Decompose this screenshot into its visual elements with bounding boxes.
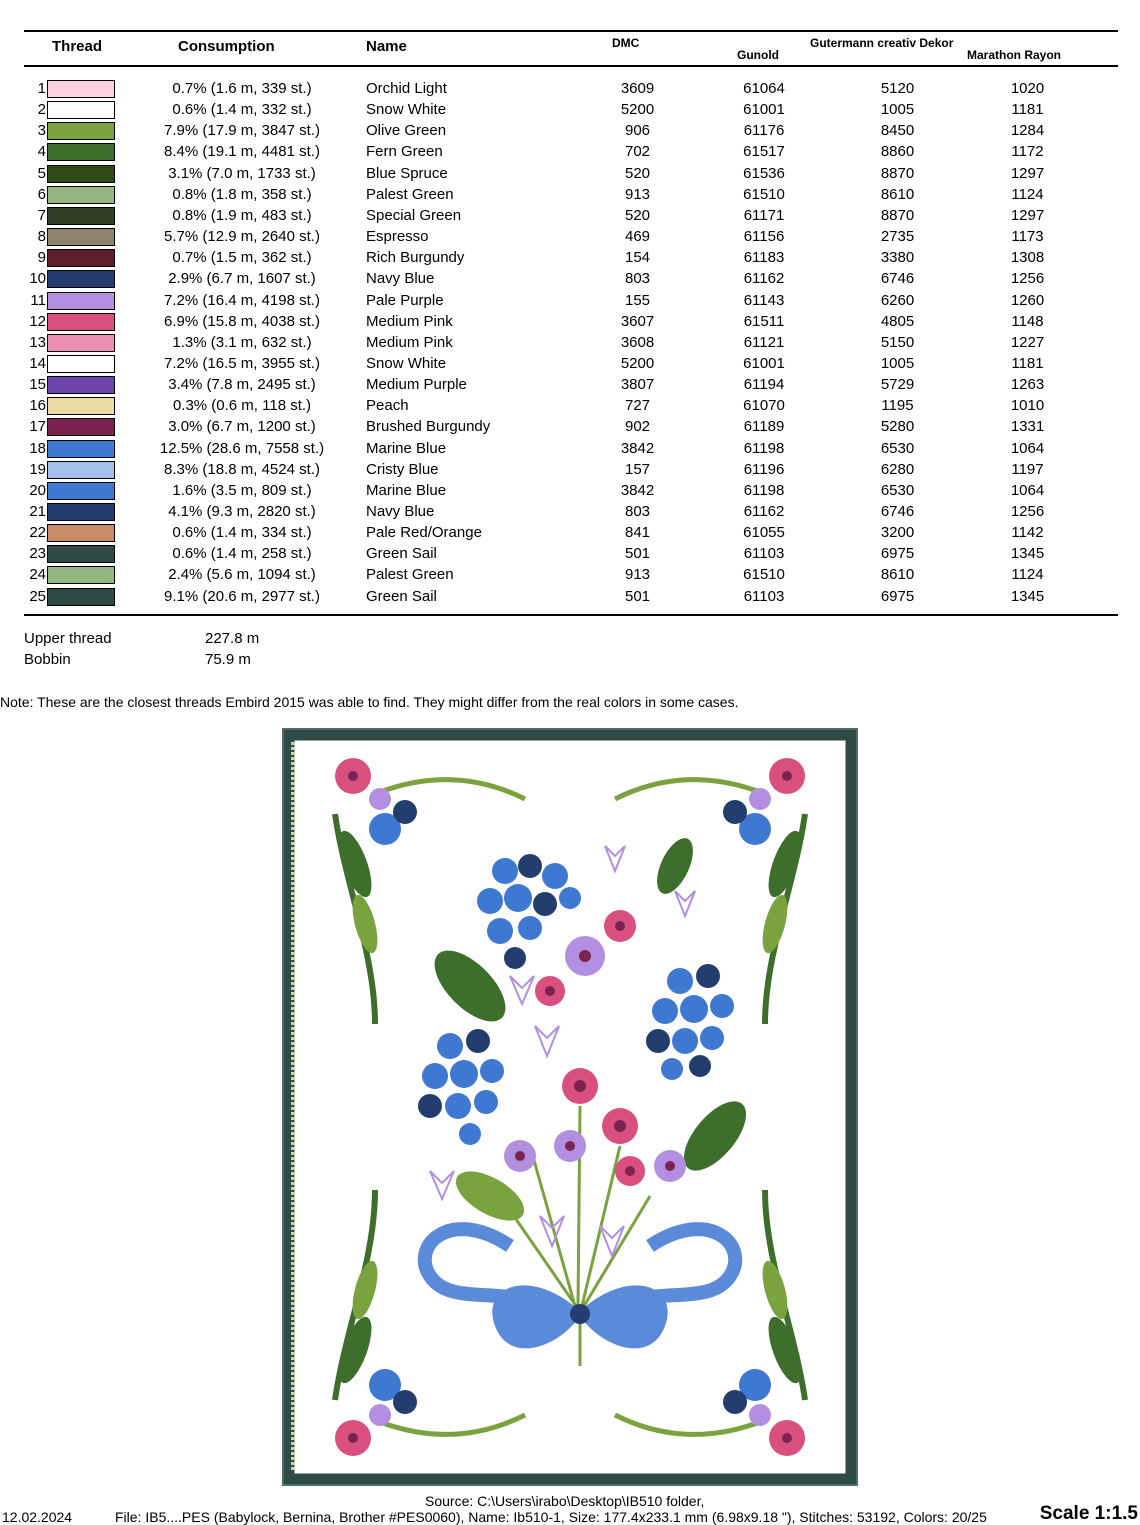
thread-dmc: 3609 — [620, 80, 655, 97]
thread-color-swatch — [47, 461, 115, 479]
thread-dmc: 155 — [624, 291, 651, 309]
thread-gunold: 61517 — [743, 143, 785, 161]
flower-petal — [749, 1404, 771, 1426]
thread-color-swatch — [47, 101, 115, 119]
thread-dmc: 902 — [624, 418, 651, 436]
header-name: Name — [366, 38, 407, 55]
thread-number: 4 — [37, 143, 46, 161]
thread-gutermann: 8610 — [880, 566, 915, 584]
thread-name: Orchid Light — [366, 80, 447, 97]
thread-number: 19 — [29, 460, 46, 478]
thread-row — [0, 438, 1140, 459]
thread-color-swatch — [47, 165, 115, 183]
thread-name: Peach — [366, 397, 409, 415]
thread-gutermann: 3200 — [880, 524, 915, 542]
thread-color-swatch — [47, 334, 115, 352]
thread-gunold: 61194 — [743, 376, 785, 394]
berry-cluster — [723, 1390, 747, 1414]
thread-consumption: 1.3% (3.1 m, 632 st.) — [172, 333, 312, 351]
thread-name: Green Sail — [366, 545, 437, 563]
header-marathon: Marathon Rayon — [967, 48, 1062, 62]
thread-gunold: 61198 — [743, 439, 785, 457]
thread-marathon: 1064 — [1010, 439, 1045, 457]
thread-color-swatch — [47, 249, 115, 267]
thread-gutermann: 1005 — [880, 101, 915, 119]
thread-gutermann: 6530 — [880, 439, 915, 457]
flower-center — [782, 771, 792, 781]
thread-consumption: 7.2% (16.5 m, 3955 st.) — [164, 354, 320, 372]
thread-dmc: 520 — [624, 206, 651, 224]
thread-gutermann: 8610 — [880, 185, 915, 203]
thread-number: 10 — [29, 270, 46, 288]
thread-dmc: 469 — [624, 228, 651, 246]
thread-marathon: 1297 — [1010, 164, 1045, 182]
thread-number: 15 — [29, 376, 46, 394]
thread-number: 14 — [29, 354, 46, 372]
thread-gutermann: 6260 — [880, 291, 915, 309]
thread-marathon: 1331 — [1010, 418, 1045, 436]
thread-gunold: 61510 — [743, 566, 785, 584]
flower-petal — [369, 788, 391, 810]
thread-dmc: 501 — [624, 587, 651, 605]
thread-row — [0, 163, 1140, 184]
berry-cluster — [393, 1390, 417, 1414]
thread-name: Navy Blue — [366, 270, 435, 288]
thread-consumption: 8.4% (19.1 m, 4481 st.) — [164, 143, 320, 161]
thread-name: Rich Burgundy — [366, 249, 465, 267]
thread-gunold: 61189 — [743, 418, 785, 436]
thread-row — [0, 459, 1140, 480]
thread-color-swatch — [47, 418, 115, 436]
thread-number: 3 — [37, 122, 46, 140]
thread-gunold: 61162 — [743, 503, 785, 520]
thread-dmc: 803 — [624, 270, 651, 288]
note-text: Note: These are the closest threads Embird 2015 was able to find. They might differ from the real colors in some cases. — [0, 694, 739, 710]
thread-dmc: 727 — [624, 397, 651, 415]
footer-scale: Scale 1:1.5 — [1039, 1503, 1138, 1524]
thread-color-swatch — [47, 80, 115, 98]
thread-gunold: 61070 — [743, 397, 785, 415]
thread-color-swatch — [47, 397, 115, 415]
thread-number: 8 — [37, 228, 46, 246]
thread-color-swatch — [47, 566, 115, 584]
thread-gutermann: 4805 — [880, 312, 915, 330]
thread-color-swatch — [47, 524, 115, 542]
thread-number: 6 — [37, 185, 46, 203]
thread-consumption: 9.1% (20.6 m, 2977 st.) — [164, 587, 320, 605]
table-header-rule — [24, 65, 1118, 67]
thread-consumption: 2.4% (5.6 m, 1094 st.) — [168, 566, 316, 584]
thread-gutermann: 6746 — [880, 270, 915, 288]
thread-gutermann: 8870 — [880, 206, 915, 224]
thread-color-swatch — [47, 482, 115, 500]
thread-name: Medium Pink — [366, 333, 453, 351]
thread-consumption: 0.8% (1.9 m, 483 st.) — [172, 206, 312, 224]
thread-marathon: 1124 — [1011, 566, 1044, 584]
thread-color-swatch — [47, 545, 115, 563]
thread-gunold: 61510 — [743, 185, 785, 203]
flower-center — [782, 1433, 792, 1443]
thread-consumption: 0.3% (0.6 m, 118 st.) — [172, 397, 312, 415]
thread-marathon: 1284 — [1010, 122, 1045, 140]
thread-number: 25 — [29, 587, 46, 605]
thread-dmc: 5200 — [620, 101, 655, 119]
thread-gunold: 61196 — [743, 460, 785, 478]
thread-color-swatch — [47, 207, 115, 225]
thread-number: 22 — [29, 524, 46, 542]
thread-row — [0, 586, 1140, 607]
thread-number: 16 — [29, 397, 46, 415]
thread-marathon: 1148 — [1011, 312, 1044, 330]
footer-source: Source: C:\Users\irabo\Desktop\IB510 folder, — [425, 1493, 705, 1509]
thread-name: Marine Blue — [366, 481, 447, 499]
thread-row — [0, 184, 1140, 205]
thread-marathon: 1256 — [1010, 270, 1045, 288]
thread-consumption: 3.1% (7.0 m, 1733 st.) — [168, 164, 316, 182]
thread-marathon: 1297 — [1010, 206, 1045, 224]
thread-consumption: 8.3% (18.8 m, 4524 st.) — [164, 460, 320, 478]
thread-marathon: 1010 — [1010, 397, 1045, 415]
thread-gunold: 61171 — [743, 206, 785, 224]
thread-dmc: 3807 — [620, 376, 655, 394]
thread-row — [0, 564, 1140, 585]
thread-gunold: 61162 — [743, 270, 785, 288]
thread-marathon: 1173 — [1011, 228, 1044, 246]
thread-name: Medium Purple — [366, 376, 467, 394]
footer-file-info: File: IB5....PES (Babylock, Bernina, Brother #PES0060), Name: Ib510-1, Size: 177.4x233.1 mm (6.98x9.18 "), Stitches: 53192, Colors: 20/25 — [115, 1509, 987, 1525]
table-top-rule — [24, 30, 1118, 32]
thread-gutermann: 3380 — [880, 249, 915, 267]
thread-name: Brushed Burgundy — [366, 418, 491, 436]
thread-number: 23 — [29, 545, 46, 563]
thread-gutermann: 8870 — [880, 164, 915, 182]
thread-number: 21 — [29, 503, 46, 520]
thread-name: Olive Green — [366, 122, 447, 140]
thread-row — [0, 226, 1140, 247]
thread-row — [0, 311, 1140, 332]
thread-row — [0, 480, 1140, 501]
thread-name: Palest Green — [366, 566, 454, 584]
thread-number: 24 — [29, 566, 46, 584]
thread-gunold: 61064 — [743, 80, 785, 97]
thread-marathon: 1142 — [1011, 524, 1044, 542]
bobbin-label: Bobbin — [24, 651, 71, 668]
thread-color-swatch — [47, 122, 115, 140]
thread-gunold: 61156 — [743, 228, 785, 246]
thread-marathon: 1020 — [1010, 80, 1045, 97]
thread-gunold: 61103 — [743, 545, 785, 563]
thread-row — [0, 78, 1140, 99]
thread-gunold: 61183 — [743, 249, 785, 267]
thread-name: Marine Blue — [366, 439, 447, 457]
thread-dmc: 5200 — [620, 354, 655, 372]
thread-number: 13 — [29, 333, 46, 351]
thread-color-swatch — [47, 143, 115, 161]
thread-consumption: 7.9% (17.9 m, 3847 st.) — [164, 122, 320, 140]
thread-color-swatch — [47, 588, 115, 606]
thread-gunold: 61176 — [743, 122, 785, 140]
thread-row — [0, 332, 1140, 353]
thread-gutermann: 5280 — [880, 418, 915, 436]
thread-name: Pale Purple — [366, 291, 444, 309]
thread-marathon: 1197 — [1011, 460, 1044, 478]
thread-name: Blue Spruce — [366, 164, 448, 182]
thread-row — [0, 268, 1140, 289]
thread-row — [0, 395, 1140, 416]
thread-consumption: 5.7% (12.9 m, 2640 st.) — [164, 228, 320, 246]
flower-center — [348, 771, 358, 781]
thread-marathon: 1124 — [1011, 185, 1044, 203]
thread-gutermann: 6975 — [880, 545, 915, 563]
thread-consumption: 0.7% (1.6 m, 339 st.) — [172, 80, 312, 97]
thread-color-swatch — [47, 503, 115, 521]
thread-color-swatch — [47, 355, 115, 373]
thread-gutermann: 5729 — [880, 376, 915, 394]
thread-number: 7 — [37, 206, 46, 224]
thread-gutermann: 6530 — [880, 481, 915, 499]
thread-name: Navy Blue — [366, 503, 435, 520]
thread-consumption: 12.5% (28.6 m, 7558 st.) — [159, 439, 325, 457]
thread-dmc: 702 — [624, 143, 651, 161]
thread-number: 5 — [37, 164, 46, 182]
thread-gunold: 61143 — [743, 291, 785, 309]
thread-marathon: 1181 — [1011, 101, 1044, 119]
thread-number: 1 — [37, 80, 46, 97]
thread-row — [0, 99, 1140, 120]
thread-name: Snow White — [366, 354, 447, 372]
embroidery-preview — [280, 726, 860, 1488]
thread-number: 12 — [29, 312, 46, 330]
thread-gunold: 61001 — [743, 354, 785, 372]
thread-gunold: 61055 — [743, 524, 785, 542]
thread-row — [0, 205, 1140, 226]
thread-dmc: 3842 — [620, 439, 655, 457]
thread-consumption: 6.9% (15.8 m, 4038 st.) — [164, 312, 320, 330]
thread-consumption: 0.6% (1.4 m, 332 st.) — [172, 101, 312, 119]
thread-gunold: 61103 — [743, 587, 785, 605]
thread-row — [0, 120, 1140, 141]
flower-petal — [369, 1404, 391, 1426]
thread-number: 20 — [29, 481, 46, 499]
thread-row — [0, 374, 1140, 395]
thread-consumption: 0.6% (1.4 m, 258 st.) — [172, 545, 312, 563]
header-dmc: DMC — [612, 36, 640, 50]
thread-dmc: 906 — [624, 122, 651, 140]
thread-marathon: 1256 — [1010, 503, 1045, 520]
thread-name: Special Green — [366, 206, 462, 224]
thread-gutermann: 6975 — [880, 587, 915, 605]
header-thread: Thread — [52, 38, 103, 55]
thread-color-swatch — [47, 440, 115, 458]
thread-row — [0, 353, 1140, 374]
thread-row — [0, 501, 1140, 522]
thread-row — [0, 141, 1140, 162]
preview-background — [286, 732, 854, 1482]
header-consumption: Consumption — [178, 38, 275, 55]
thread-gutermann: 8860 — [880, 143, 915, 161]
thread-gutermann: 5120 — [880, 80, 915, 97]
thread-dmc: 841 — [624, 524, 651, 542]
thread-name: Fern Green — [366, 143, 443, 161]
thread-number: 18 — [29, 439, 46, 457]
thread-number: 9 — [37, 249, 46, 267]
thread-color-swatch — [47, 270, 115, 288]
thread-gutermann: 5150 — [880, 333, 915, 351]
thread-consumption: 2.9% (6.7 m, 1607 st.) — [168, 270, 316, 288]
berry-cluster — [723, 800, 747, 824]
thread-number: 11 — [30, 291, 46, 309]
flower-center — [348, 1433, 358, 1443]
thread-marathon: 1181 — [1011, 354, 1044, 372]
thread-name: Green Sail — [366, 587, 437, 605]
thread-dmc: 3842 — [620, 481, 655, 499]
thread-consumption: 3.4% (7.8 m, 2495 st.) — [168, 376, 316, 394]
header-gutermann: Gutermann creativ Dekor — [810, 36, 954, 50]
table-bottom-rule — [24, 614, 1118, 616]
thread-consumption: 1.6% (3.5 m, 809 st.) — [172, 481, 312, 499]
bobbin-value: 75.9 m — [205, 651, 251, 668]
thread-number: 17 — [29, 418, 46, 436]
thread-consumption: 3.0% (6.7 m, 1200 st.) — [168, 418, 316, 436]
thread-name: Cristy Blue — [366, 460, 439, 478]
header-gunold: Gunold — [737, 48, 779, 62]
thread-marathon: 1260 — [1010, 291, 1045, 309]
thread-color-swatch — [47, 313, 115, 331]
thread-gutermann: 1005 — [880, 354, 915, 372]
upper-thread-label: Upper thread — [24, 630, 112, 647]
thread-dmc: 913 — [624, 185, 651, 203]
berry-cluster — [393, 800, 417, 824]
thread-dmc: 3607 — [620, 312, 655, 330]
thread-marathon: 1064 — [1010, 481, 1045, 499]
thread-marathon: 1172 — [1011, 143, 1044, 161]
thread-gunold: 61511 — [743, 312, 785, 330]
footer-date: 12.02.2024 — [2, 1509, 73, 1525]
thread-gutermann: 2735 — [880, 228, 915, 246]
flower-petal — [749, 788, 771, 810]
thread-marathon: 1308 — [1010, 249, 1045, 267]
thread-dmc: 154 — [624, 249, 651, 267]
thread-name: Medium Pink — [366, 312, 453, 330]
thread-number: 2 — [37, 101, 46, 119]
thread-color-swatch — [47, 292, 115, 310]
thread-name: Pale Red/Orange — [366, 524, 482, 542]
thread-dmc: 803 — [624, 503, 651, 520]
thread-gunold: 61536 — [743, 164, 785, 182]
thread-row — [0, 416, 1140, 437]
thread-color-swatch — [47, 376, 115, 394]
thread-consumption: 0.7% (1.5 m, 362 st.) — [172, 249, 312, 267]
thread-gutermann: 6746 — [880, 503, 915, 520]
thread-gunold: 61198 — [743, 481, 785, 499]
thread-row — [0, 543, 1140, 564]
thread-dmc: 3608 — [620, 333, 655, 351]
thread-gutermann: 6280 — [880, 460, 915, 478]
thread-marathon: 1345 — [1010, 545, 1045, 563]
thread-gutermann: 8450 — [880, 122, 915, 140]
thread-dmc: 913 — [624, 566, 651, 584]
thread-consumption: 4.1% (9.3 m, 2820 st.) — [168, 503, 316, 520]
thread-consumption: 7.2% (16.4 m, 4198 st.) — [164, 291, 320, 309]
thread-name: Snow White — [366, 101, 447, 119]
thread-color-swatch — [47, 186, 115, 204]
thread-gutermann: 1195 — [881, 397, 914, 415]
thread-consumption: 0.6% (1.4 m, 334 st.) — [172, 524, 312, 542]
thread-marathon: 1227 — [1010, 333, 1045, 351]
thread-marathon: 1345 — [1010, 587, 1045, 605]
thread-marathon: 1263 — [1010, 376, 1045, 394]
thread-gunold: 61001 — [743, 101, 785, 119]
thread-row — [0, 247, 1140, 268]
thread-dmc: 501 — [624, 545, 651, 563]
thread-gunold: 61121 — [743, 333, 785, 351]
thread-row — [0, 522, 1140, 543]
thread-name: Espresso — [366, 228, 429, 246]
thread-dmc: 520 — [624, 164, 651, 182]
thread-row — [0, 290, 1140, 311]
thread-consumption: 0.8% (1.8 m, 358 st.) — [172, 185, 312, 203]
upper-thread-value: 227.8 m — [205, 630, 260, 647]
thread-color-swatch — [47, 228, 115, 246]
thread-name: Palest Green — [366, 185, 454, 203]
thread-dmc: 157 — [624, 460, 651, 478]
